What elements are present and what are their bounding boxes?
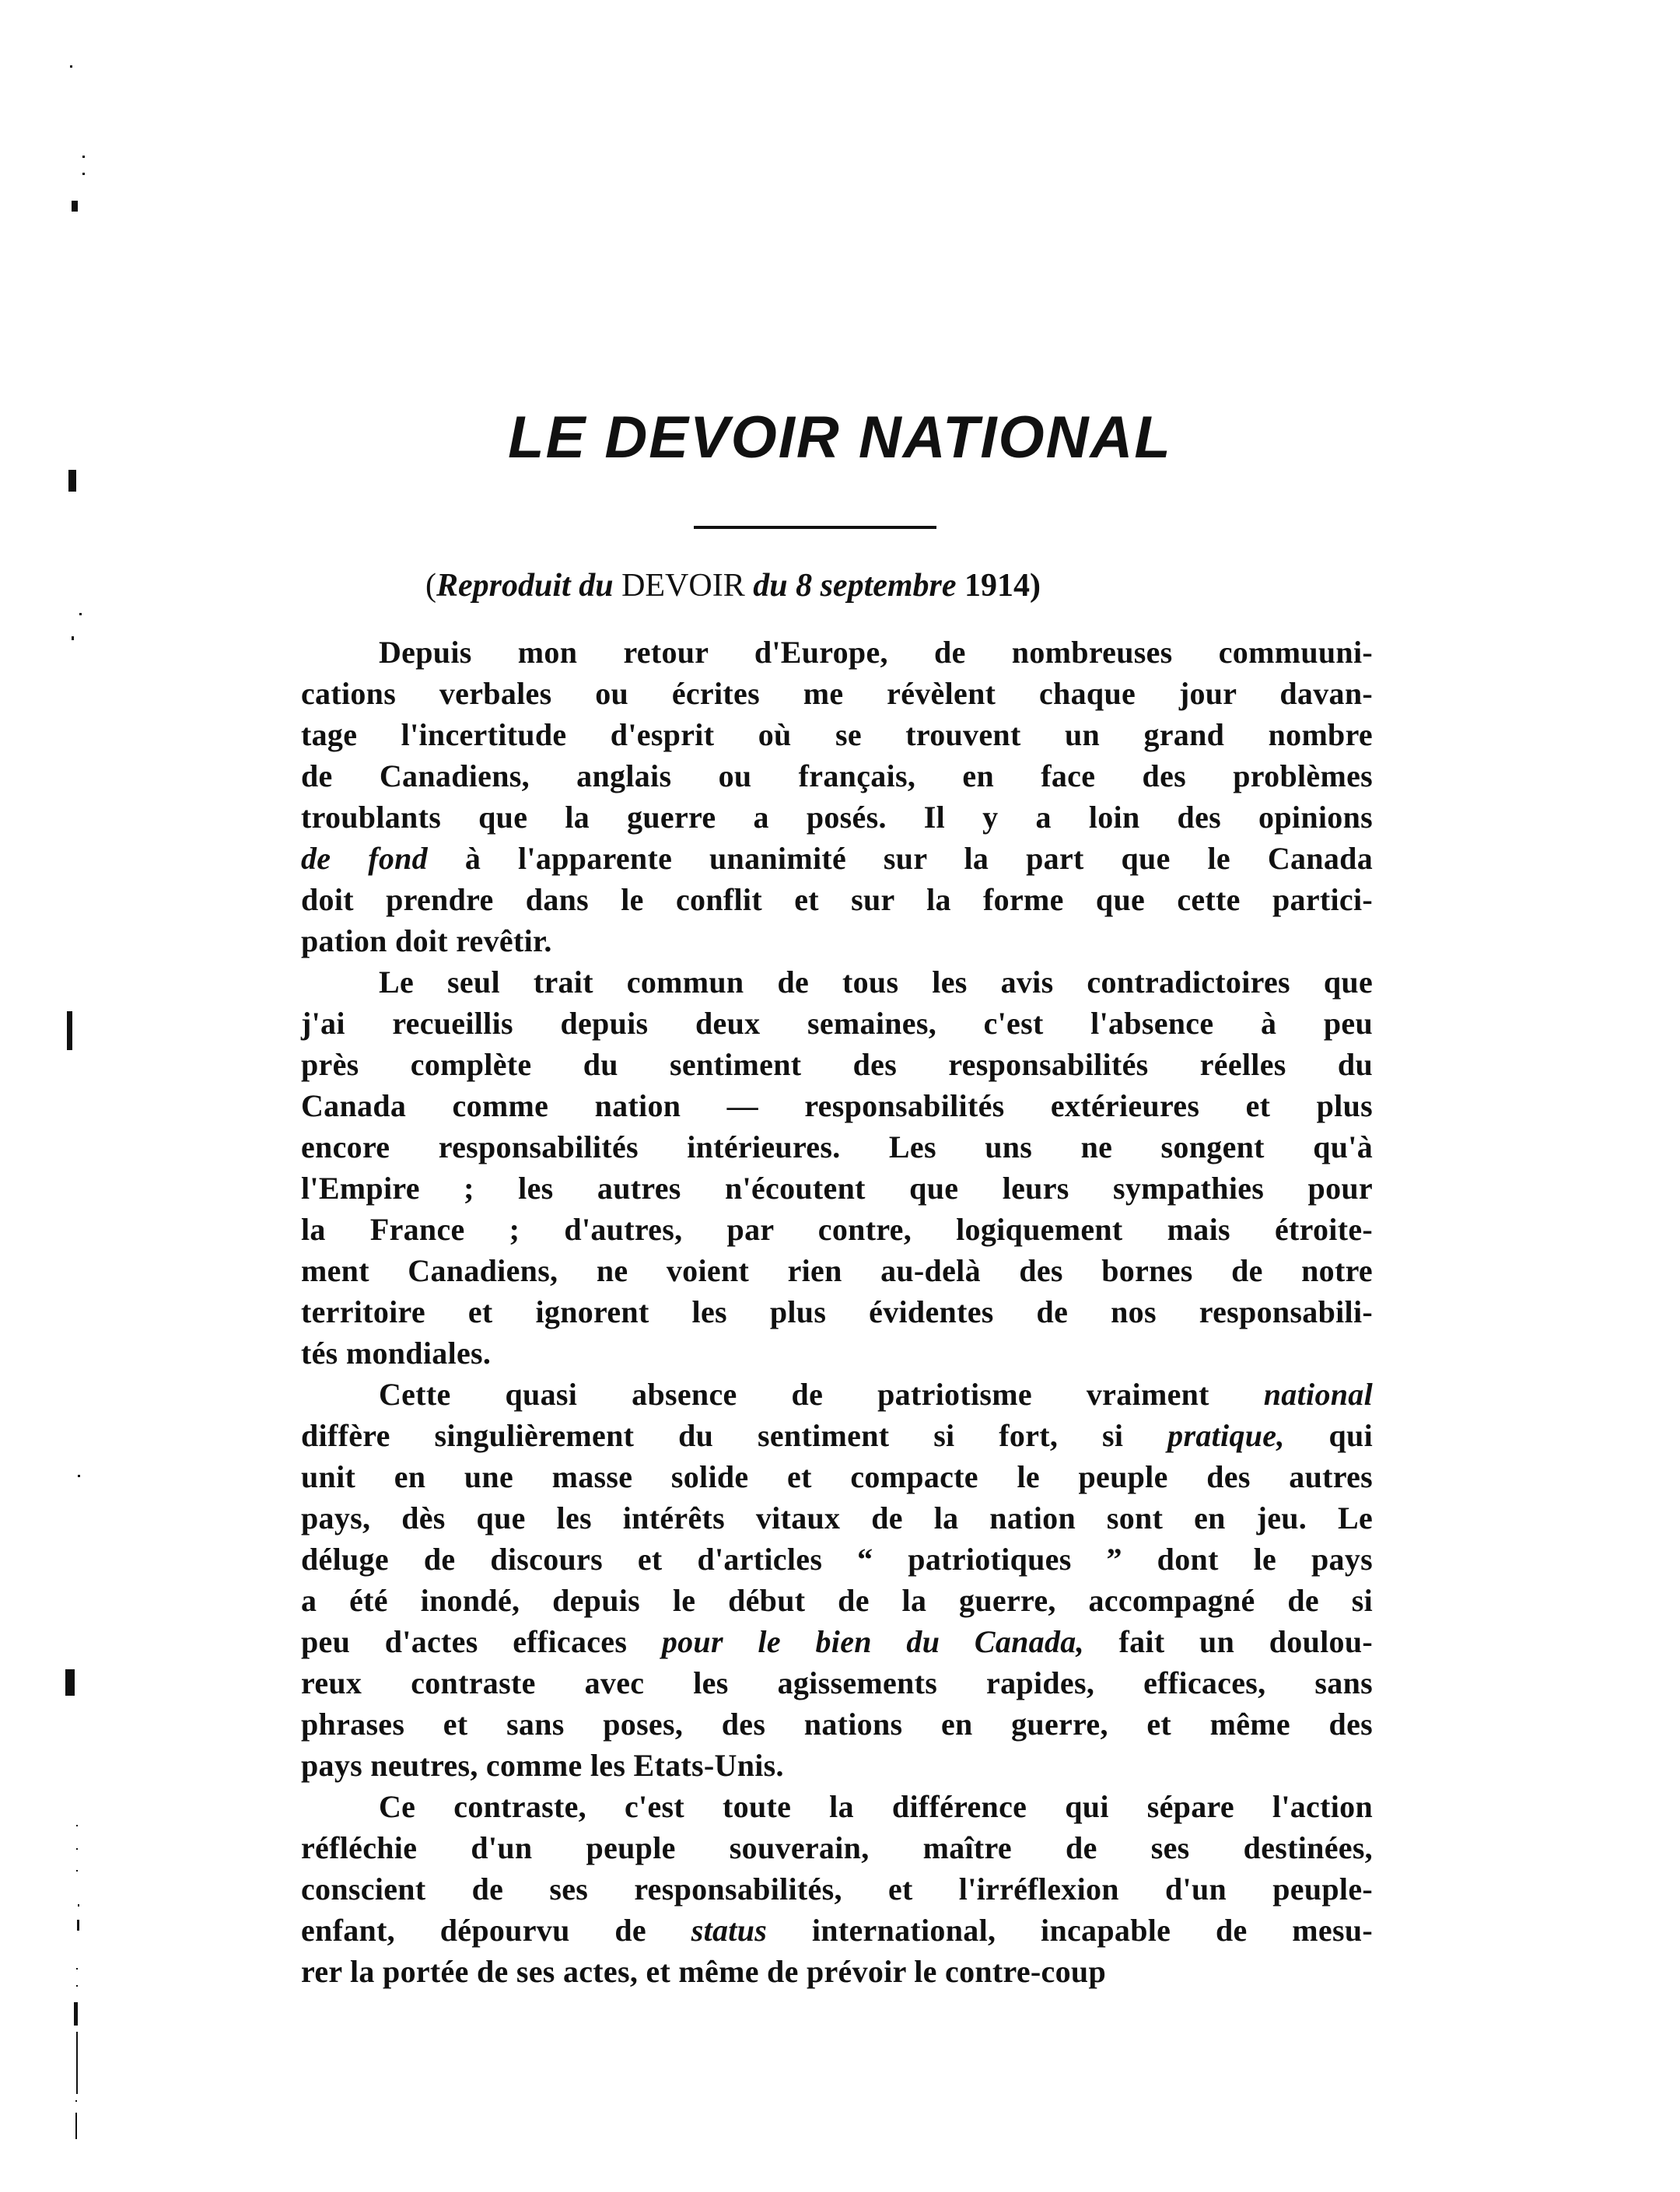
scan-speck (70, 65, 72, 68)
text-line (301, 1951, 1373, 1992)
italic-text: de fond (301, 841, 428, 876)
text-line (301, 673, 1373, 714)
paragraph-3 (301, 1374, 1373, 1786)
text-line (301, 1044, 1373, 1085)
text-run: doit prendre dans le conflit et sur la forme que cette partici- (301, 882, 1373, 917)
text-line (301, 920, 1373, 961)
italic-text: pratique, (1167, 1418, 1285, 1453)
paragraph-1 (301, 632, 1373, 961)
body-text (301, 632, 1373, 1992)
text-line (301, 1621, 1373, 1662)
scan-speck (74, 2002, 78, 2026)
text-line (301, 755, 1373, 797)
text-run: réfléchie d'un peuple souverain, maître de ses destinées, (301, 1830, 1373, 1865)
text-run: ment Canadiens, ne voient rien au-delà des bornes de notre (301, 1253, 1373, 1288)
text-run: pays, dès que les intérêts vitaux de la nation sont en jeu. Le (301, 1500, 1373, 1535)
text-run: international, incapable de mesu- (767, 1913, 1373, 1948)
text-run: troublants que la guerre a posés. Il y a loin des opinions (301, 800, 1373, 835)
scan-speck (68, 470, 76, 492)
text-line (301, 1415, 1373, 1456)
text-run: Canada comme nation — responsabilités extérieures et plus (301, 1088, 1373, 1123)
scan-speck (76, 1870, 78, 1872)
text-line (301, 1456, 1373, 1497)
italic-text: status (691, 1913, 768, 1948)
text-line (301, 1168, 1373, 1209)
text-line (301, 1209, 1373, 1250)
text-run: reux contraste avec les agissements rapides, efficaces, sans (301, 1665, 1373, 1700)
text-run: tés mondiales. (301, 1336, 492, 1371)
text-line (301, 1662, 1373, 1704)
scan-speck (72, 636, 74, 640)
page-title: LE DEVOIR NATIONAL (508, 404, 1172, 471)
paragraph-2 (301, 961, 1373, 1374)
text-run: pation doit revêtir. (301, 923, 552, 958)
text-run: la France ; d'autres, par contre, logiquement mais étroite- (301, 1212, 1373, 1247)
text-run: peu d'actes efficaces (301, 1624, 662, 1659)
text-line (301, 1827, 1373, 1868)
text-line (301, 1250, 1373, 1291)
text-line (301, 1085, 1373, 1126)
text-run: tage l'incertitude d'esprit où se trouvent un grand nombre (301, 717, 1373, 752)
text-run: Cette quasi absence de patriotisme vraiment (379, 1377, 1264, 1412)
text-run: près complète du sentiment des responsabilités réelles du (301, 1047, 1373, 1082)
scan-speck (82, 156, 85, 158)
byline-part3: du 8 septembre (753, 568, 957, 604)
text-line (301, 1126, 1373, 1168)
text-run: qui (1284, 1418, 1373, 1453)
text-run: encore responsabilités intérieures. Les uns ne songent qu'à (301, 1129, 1373, 1164)
scan-speck (65, 1669, 75, 1696)
text-line (301, 961, 1373, 1003)
scan-speck (67, 1011, 72, 1050)
italic-text: pour le bien du Canada, (661, 1624, 1084, 1659)
scan-speck (76, 1985, 78, 1987)
scan-speck (76, 1968, 78, 1970)
text-run: Le seul trait commun de tous les avis contradictoires que (379, 965, 1373, 1000)
scan-speck (75, 2100, 77, 2102)
text-line (301, 1786, 1373, 1827)
scan-speck (76, 1825, 78, 1826)
text-line (301, 1910, 1373, 1951)
text-line (301, 1539, 1373, 1580)
byline (425, 569, 1041, 602)
text-run: pays neutres, comme les Etats-Unis. (301, 1748, 784, 1783)
text-run: unit en une masse solide et compacte le peuple des autres (301, 1459, 1373, 1494)
scan-speck (78, 1475, 80, 1477)
text-run: Depuis mon retour d'Europe, de nombreuses commuuni- (379, 635, 1373, 670)
text-run: enfant, dépourvu de (301, 1913, 691, 1948)
text-run: Ce contraste, c'est toute la différence qui sépare l'action (379, 1789, 1373, 1824)
text-run: l'Empire ; les autres n'écoutent que leurs sympathies pour (301, 1171, 1373, 1206)
text-run: fait un doulou- (1083, 1624, 1373, 1659)
text-line (301, 1868, 1373, 1910)
title-rule (694, 526, 936, 529)
scan-speck (82, 173, 85, 175)
text-line (301, 1374, 1373, 1415)
text-line (301, 632, 1373, 673)
byline-part2: DEVOIR (621, 568, 745, 604)
text-line (301, 838, 1373, 879)
text-line (301, 1003, 1373, 1044)
text-run: territoire et ignorent les plus évidentes de nos responsabili- (301, 1294, 1373, 1329)
scan-speck (78, 1904, 79, 1907)
text-run: a été inondé, depuis le début de la guerre, accompagné de si (301, 1583, 1373, 1618)
text-line (301, 1291, 1373, 1332)
italic-text: national (1263, 1377, 1373, 1412)
text-run: déluge de discours et d'articles “ patriotiques ” dont le pays (301, 1542, 1373, 1577)
text-line (301, 1704, 1373, 1745)
text-line (301, 1332, 1373, 1374)
text-run: à l'apparente unanimité sur la part que le Canada (427, 841, 1373, 876)
byline-part1: Reproduit du (436, 568, 614, 604)
scan-speck (77, 1920, 79, 1931)
scan-speck (76, 1848, 78, 1850)
paragraph-4 (301, 1786, 1373, 1992)
scan-speck (76, 2032, 78, 2094)
text-run: diffère singulièrement du sentiment si fort, si (301, 1418, 1168, 1453)
text-run: j'ai recueillis depuis deux semaines, c'est l'absence à peu (301, 1006, 1373, 1041)
text-run: phrases et sans poses, des nations en guerre, et même des (301, 1707, 1373, 1742)
text-line (301, 797, 1373, 838)
scan-speck (79, 613, 82, 615)
text-line (301, 1497, 1373, 1539)
text-line (301, 879, 1373, 920)
text-run: conscient de ses responsabilités, et l'irréflexion d'un peuple- (301, 1872, 1373, 1907)
scan-speck (75, 2113, 77, 2139)
text-line (301, 1745, 1373, 1786)
text-run: rer la portée de ses actes, et même de prévoir le contre-coup (301, 1954, 1106, 1989)
scan-speck (72, 201, 78, 212)
text-run: cations verbales ou écrites me révèlent chaque jour davan- (301, 676, 1373, 711)
text-line (301, 1580, 1373, 1621)
text-line (301, 714, 1373, 755)
byline-open: ( (425, 568, 436, 604)
text-run: de Canadiens, anglais ou français, en face des problèmes (301, 758, 1373, 793)
byline-part4: 1914) (964, 568, 1041, 604)
